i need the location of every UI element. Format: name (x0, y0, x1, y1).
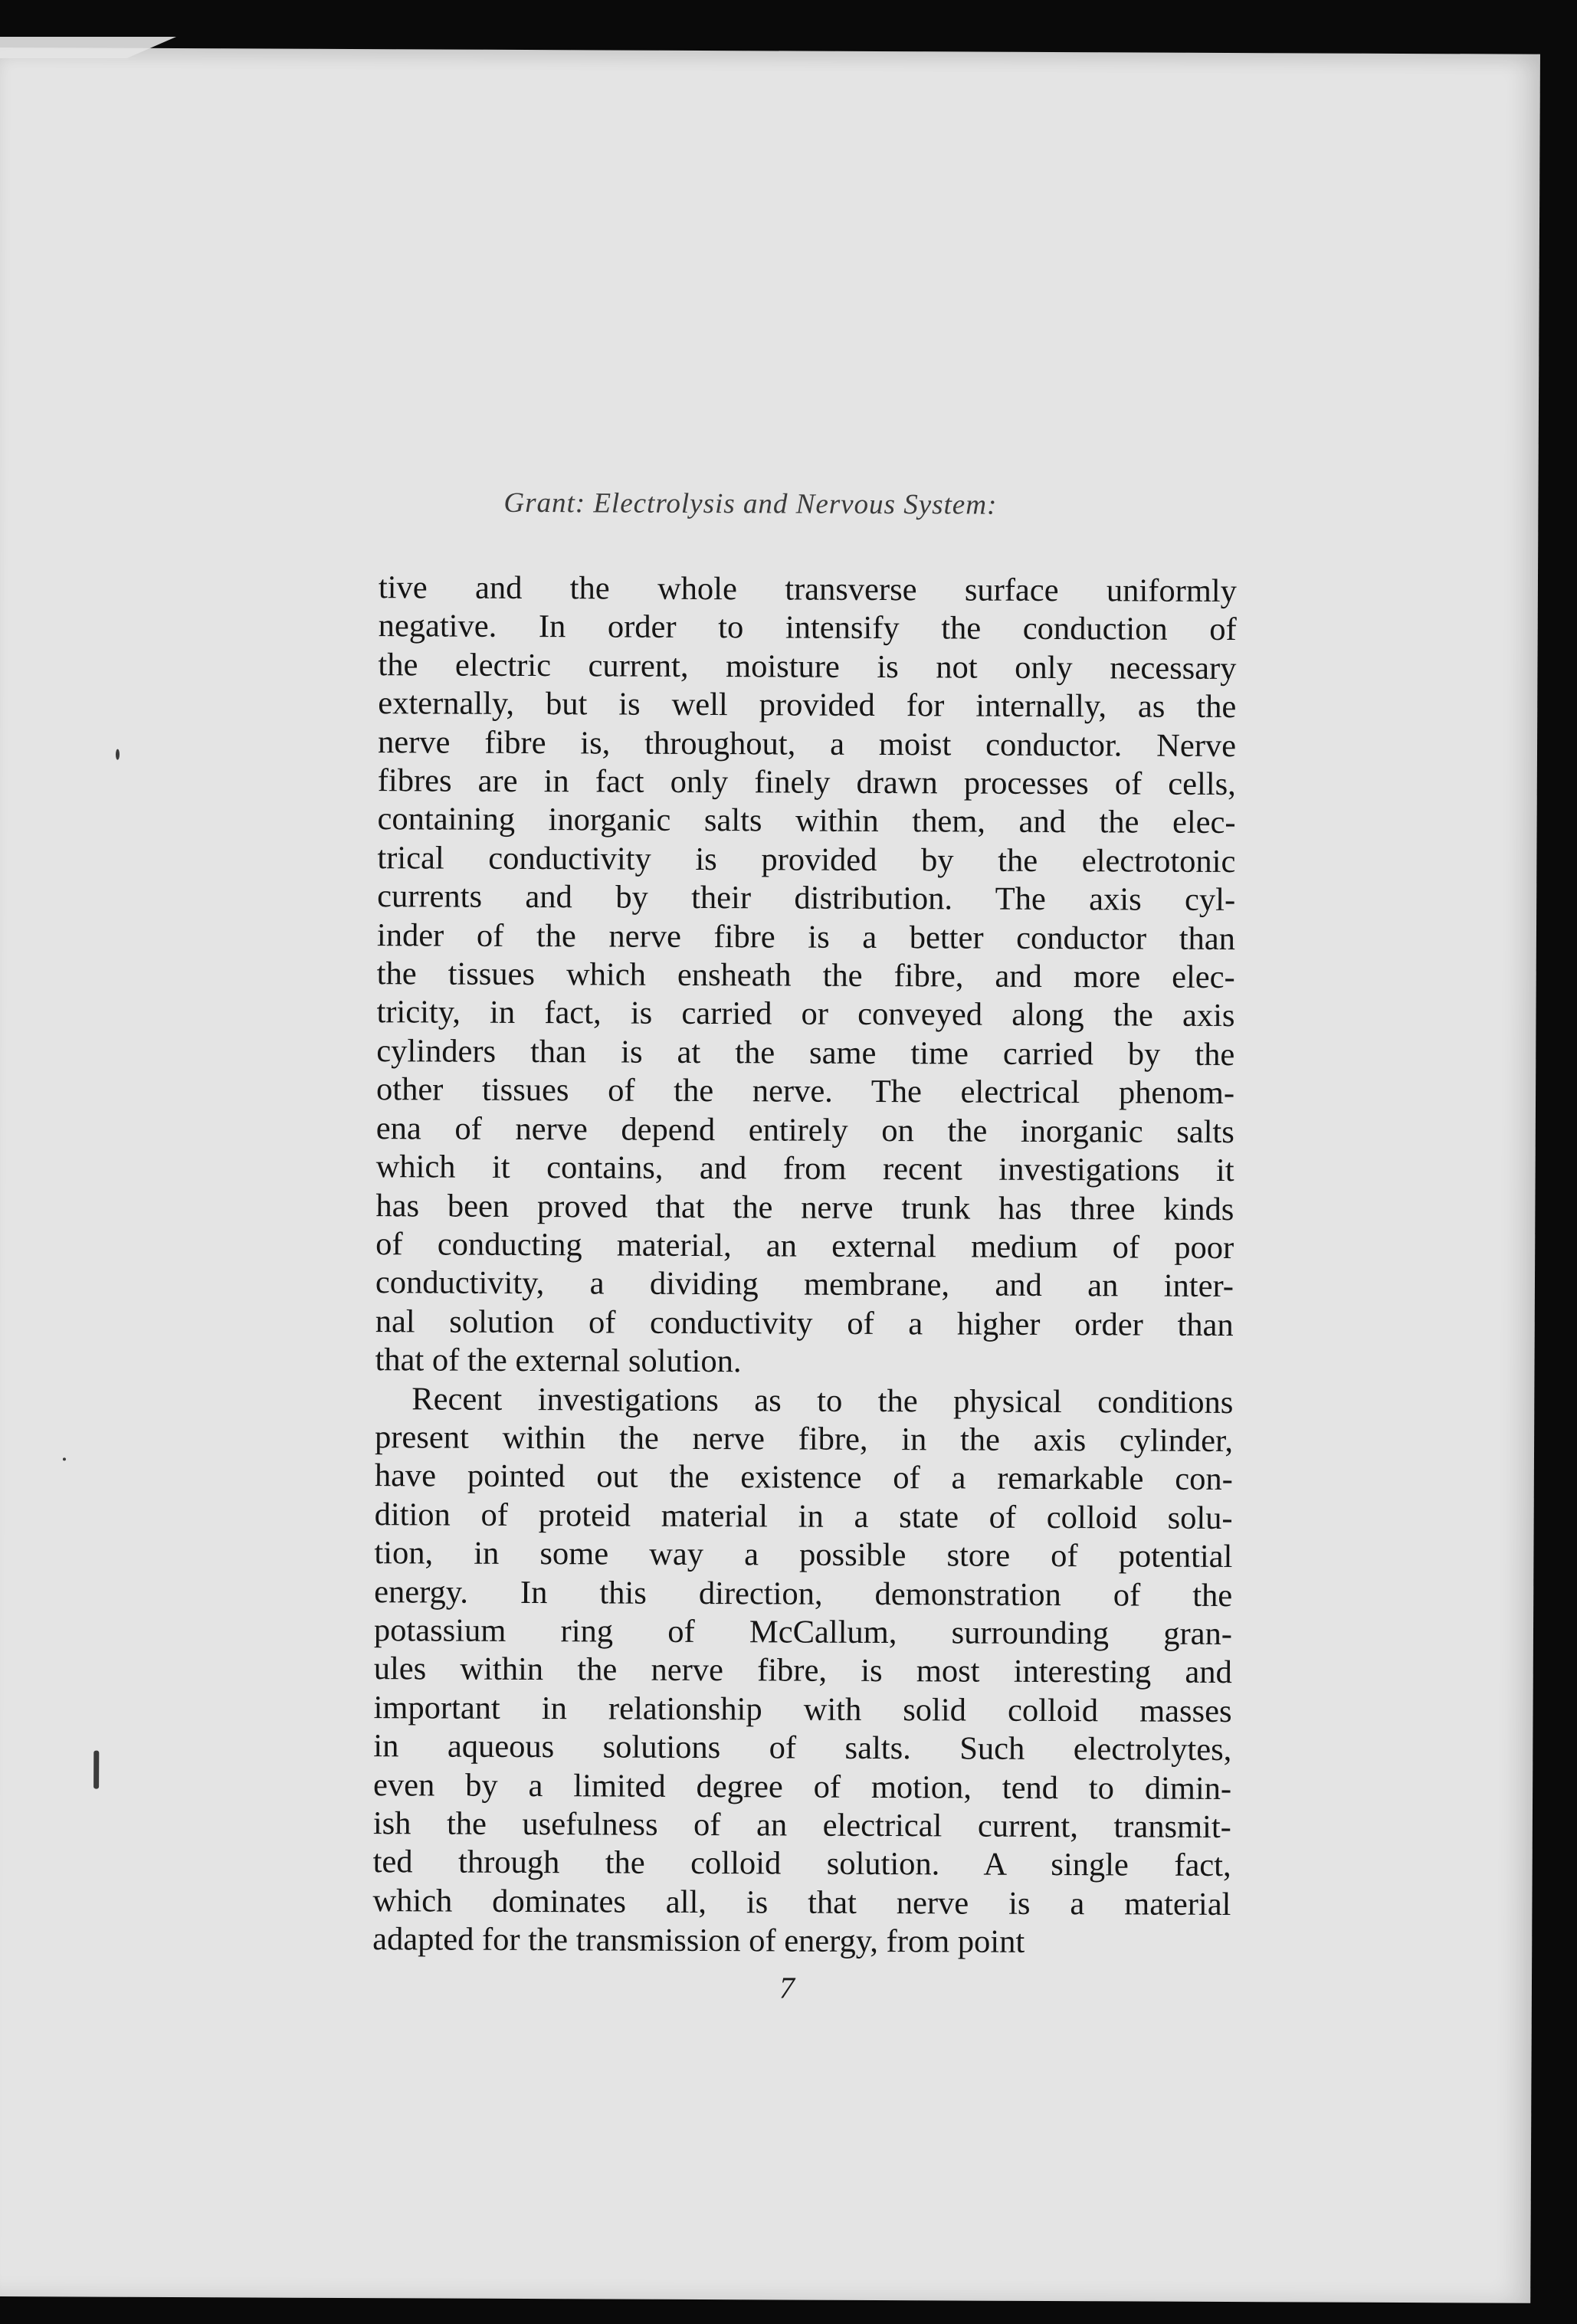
text-line: conductivity, a dividing membrane, and an inter- (375, 1264, 1234, 1305)
text-line: tricity, in fact, is carried or conveyed along the axis (376, 994, 1235, 1034)
text-line: ish the usefulness of an electrical current, transmit- (372, 1805, 1231, 1846)
text-line: adapted for the transmission of energy, from point (372, 1921, 1025, 1961)
text-line: ules within the nerve fibre, is most interesting and (373, 1650, 1232, 1691)
book-page (0, 48, 1540, 2303)
text-line: negative. In order to intensify the conduction of (378, 608, 1237, 648)
text-line: containing inorganic salts within them, and the elec- (377, 801, 1236, 841)
text-line: ena of nerve depend entirely on the inorganic salts (375, 1110, 1234, 1150)
text-line: energy. In this direction, demonstration of the (374, 1573, 1233, 1614)
text-line: fibres are in fact only finely drawn processes of cells, (377, 762, 1236, 803)
text-line: dition of proteid material in a state of colloid solu- (374, 1496, 1233, 1536)
text-line: has been proved that the nerve trunk has three kinds (375, 1187, 1234, 1228)
running-head: Grant: Electrolysis and Nervous System: (503, 487, 998, 521)
text-line: the tissues which ensheath the fibre, and more elec- (376, 955, 1235, 996)
text-line: externally, but is well provided for internally, as the (378, 685, 1237, 726)
text-line: have pointed out the existence of a remarkable con- (374, 1457, 1233, 1498)
text-line: nal solution of conductivity of a higher order than (375, 1303, 1234, 1343)
text-line: other tissues of the nerve. The electrical phenom- (375, 1071, 1235, 1112)
text-line: Recent investigations as to the physical conditions (411, 1380, 1234, 1421)
text-line: of conducting material, an external medium of poor (375, 1226, 1234, 1266)
text-line: ted through the colloid solution. A single fact, (372, 1844, 1231, 1884)
margin-speck (93, 1751, 99, 1789)
text-line: in aqueous solutions of salts. Such electrolytes, (373, 1728, 1232, 1768)
margin-speck (63, 1457, 66, 1460)
text-line: tion, in some way a possible store of potential (374, 1535, 1233, 1575)
text-line: trical conductivity is provided by the electrotonic (377, 840, 1236, 880)
text-line: cylinders than is at the same time carried by the (376, 1033, 1235, 1073)
text-line: inder of the nerve fibre is a better conductor than (376, 916, 1236, 957)
text-line: even by a limited degree of motion, tend to dimin- (373, 1766, 1232, 1807)
text-line: currents and by their distribution. The axis cyl- (377, 878, 1236, 919)
text-line: the electric current, moisture is not only necessary (378, 646, 1237, 687)
page-number: 7 (779, 1970, 795, 2005)
text-line: which dominates all, is that nerve is a material (372, 1882, 1231, 1922)
margin-speck (116, 749, 120, 760)
text-line: nerve fibre is, throughout, a moist conductor. Nerve (377, 723, 1237, 764)
body-text (372, 569, 1237, 1962)
text-line: present within the nerve fibre, in the axis cylinder, (374, 1419, 1234, 1459)
text-line: potassium ring of McCallum, surrounding gran- (373, 1612, 1233, 1653)
text-line: that of the external solution. (375, 1342, 742, 1380)
text-line: which it contains, and from recent investigations it (375, 1149, 1234, 1189)
text-line: important in relationship with solid colloid masses (373, 1689, 1232, 1729)
text-line: tive and the whole transverse surface uniformly (378, 569, 1238, 610)
